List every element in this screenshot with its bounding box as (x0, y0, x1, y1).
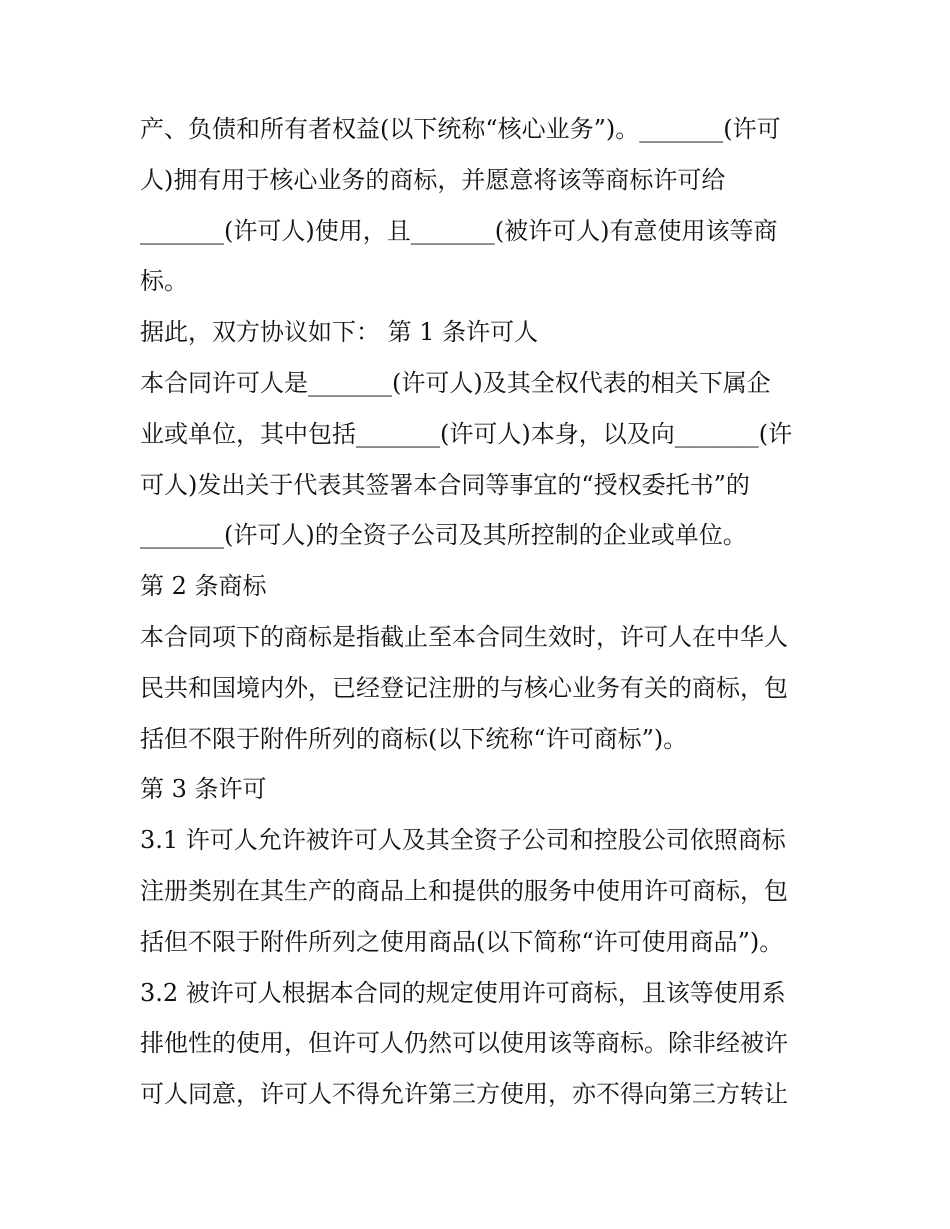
text-line: 括但不限于附件所列的商标(以下统称“许可商标”)。 (140, 724, 688, 753)
text-line: 民共和国境内外，已经登记注册的与核心业务有关的商标，包 (140, 673, 788, 702)
section-heading: 第 3 条许可 (140, 775, 267, 804)
text-line: 业或单位，其中包括_______(许可人)本身，以及向_______(许 (140, 419, 793, 448)
text-line: 据此，双方协议如下： 第 1 条许可人 (140, 318, 539, 347)
text-line: 人)拥有用于核心业务的商标，并愿意将该等商标许可给 (140, 165, 726, 194)
text-line: _______(许可人)使用，且_______(被许可人)有意使用该等商 (140, 216, 778, 245)
text-line: _______(许可人)的全资子公司及其所控制的企业或单位。 (140, 521, 747, 550)
text-line: 可人)发出关于代表其签署本合同等事宜的“授权委托书”的 (140, 470, 750, 499)
text-line: 标。 (140, 267, 188, 296)
text-line: 3.1 许可人允许被许可人及其全资子公司和控股公司依照商标 (140, 826, 786, 855)
text-line: 3.2 被许可人根据本合同的规定使用许可商标，且该等使用系 (140, 978, 786, 1007)
section-heading: 第 2 条商标 (140, 572, 267, 601)
text-line: 本合同项下的商标是指截止至本合同生效时，许可人在中华人 (140, 622, 788, 651)
text-line: 括但不限于附件所列之使用商品(以下简称“许可使用商品”)。 (140, 927, 784, 956)
text-line: 本合同许可人是_______(许可人)及其全权代表的相关下属企 (140, 368, 771, 397)
text-line: 排他性的使用，但许可人仍然可以使用该等商标。除非经被许 (140, 1029, 788, 1058)
text-line: 注册类别在其生产的商品上和提供的服务中使用许可商标，包 (140, 876, 788, 905)
document-body (140, 104, 820, 1120)
text-line: 产、负债和所有者权益(以下统称“核心业务”)。_______(许可 (140, 115, 781, 143)
text-line: 可人同意，许可人不得允许第三方使用，亦不得向第三方转让 (140, 1080, 788, 1109)
